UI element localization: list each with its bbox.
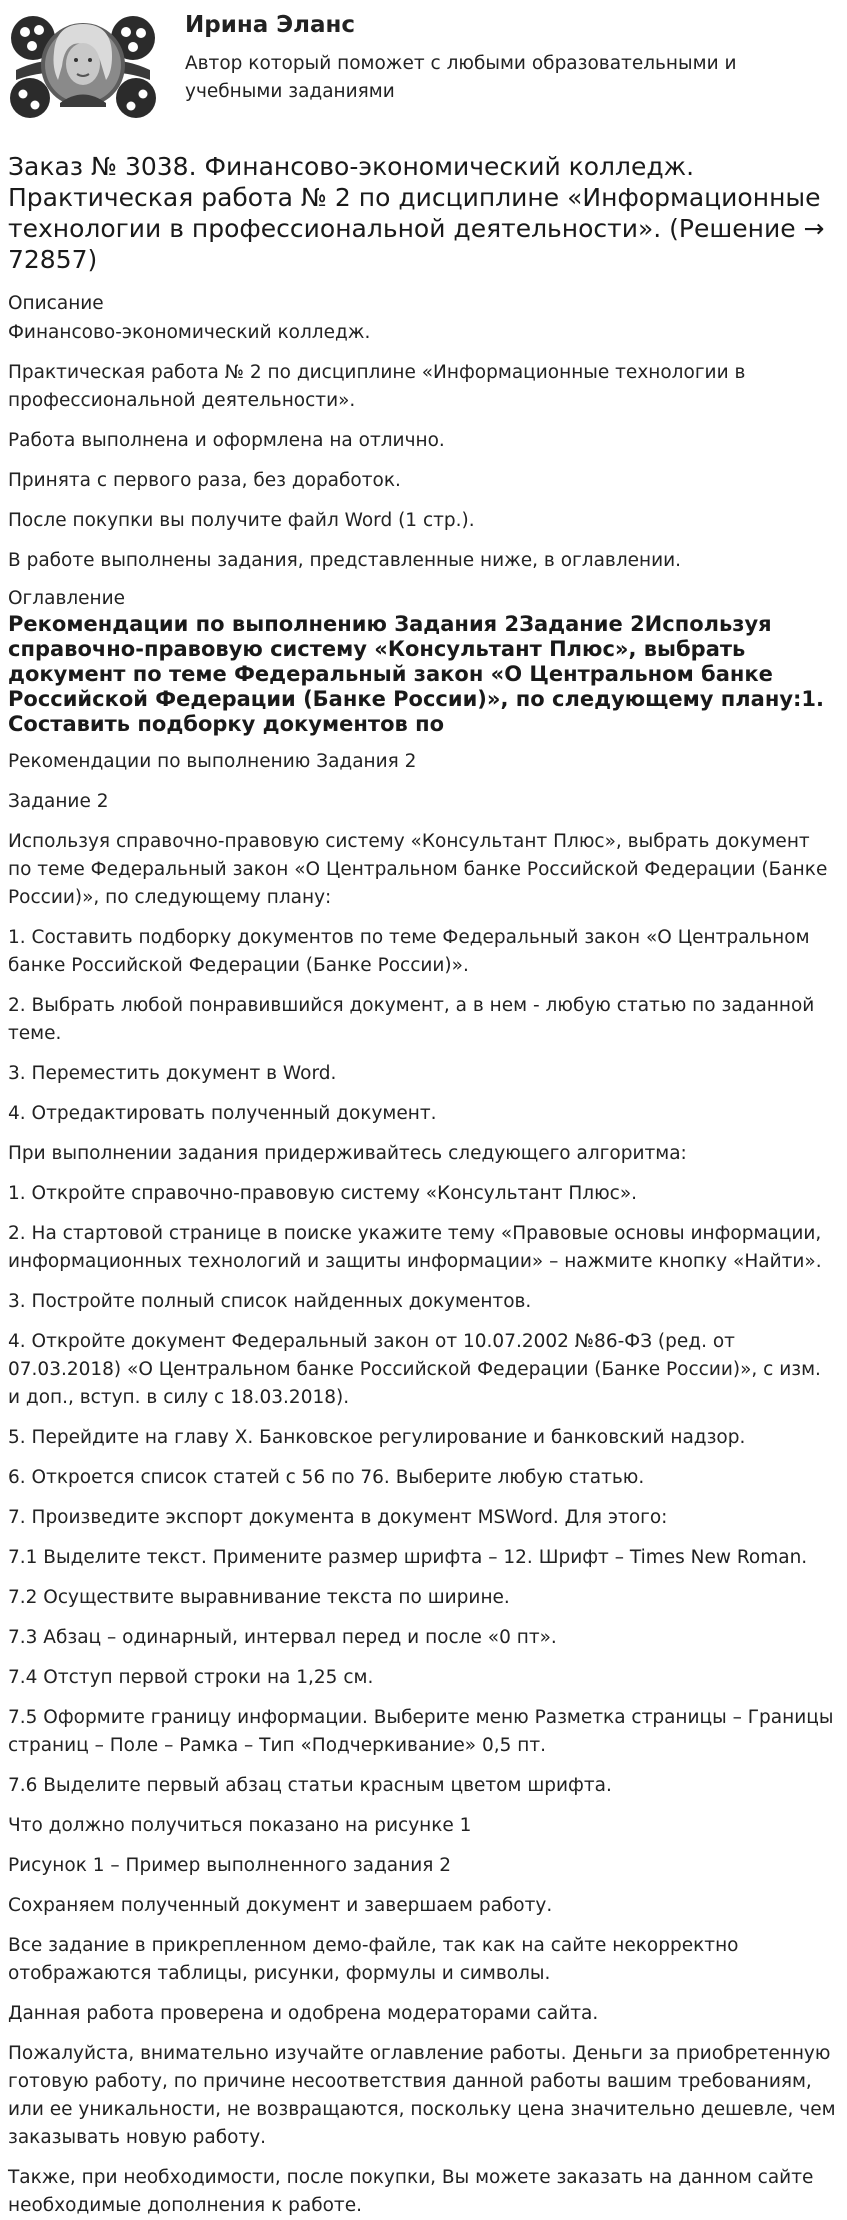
content-paragraph: Пожалуйста, внимательно изучайте оглавление работы. Деньги за приобретенную готовую работу, по причине несоответствия данной работы вашим требованиям, или ее уникальности, не возвращаются, поскольку цена значительно дешевле, чем заказывать новую работу. [8,2043,836,2148]
content-paragraph: Все задание в прикрепленном демо-файле, так как на сайте некорректно отображаются таблицы, рисунки, формулы и символы. [8,1935,739,1984]
description-item: Работа выполнена и оформлена на отлично. [8,430,445,451]
content-paragraph: 1. Составить подборку документов по теме Федеральный закон «О Центральном банке Российской Федерации (Банке России)». [8,927,810,976]
content-paragraph: 7.2 Осуществите выравнивание текста по ширине. [8,1587,510,1608]
description-item: Принята с первого раза, без доработок. [8,470,401,491]
description-item: Практическая работа № 2 по дисциплине «Информационные технологии в профессиональной деятельности». [8,362,746,411]
content-paragraph: 3. Переместить документ в Word. [8,1063,337,1084]
content-paragraph: 7.5 Оформите границу информации. Выберите меню Разметка страницы – Границы страниц – Поле – Рамка – Тип «Подчеркивание» 0,5 пт. [8,1707,834,1756]
order-title: Заказ № 3038. Финансово-экономический колледж. Практическая работа № 2 по дисциплине «Информационные технологии в профессиональной деятельности». (Решение → 72857) [8,152,825,274]
content-paragraph: Задание 2 [8,791,109,812]
content-paragraph: 2. Выбрать любой понравившийся документ, а в нем - любую статью по заданной теме. [8,995,815,1044]
content-paragraph: 7. Произведите экспорт документа в документ MSWord. Для этого: [8,1507,668,1528]
author-description: Автор который поможет с любыми образовательными и учебными заданиями [185,53,737,102]
content-paragraph: 1. Откройте справочно-правовую систему «Консультант Плюс». [8,1183,638,1204]
author-avatar[interactable] [8,0,158,130]
content-paragraph: Используя справочно-правовую систему «Консультант Плюс», выбрать документ по теме Федеральный закон «О Центральном банке Российской Федерации (Банке России)», по следующему плану: [8,831,828,908]
content-paragraph: Данная работа проверена и одобрена модераторами сайта. [8,2003,599,2024]
content-paragraph: 3. Постройте полный список найденных документов. [8,1291,532,1312]
description-item: Финансово-экономический колледж. [8,322,371,343]
description-label: Описание [8,293,104,314]
author-name[interactable]: Ирина Эланс [185,12,356,38]
description-list [8,319,837,575]
content-paragraph: 4. Откройте документ Федеральный закон от 10.07.2002 №86-ФЗ (ред. от 07.03.2018) «О Центральном банке Российской Федерации (Банке России)», с изм. и доп., вступ. в силу с 18.03.2018). [8,1331,821,1408]
description-item: После покупки вы получите файл Word (1 стр.). [8,510,475,531]
content-paragraph: При выполнении задания придерживайтесь следующего алгоритма: [8,1143,687,1164]
content-paragraph: Рекомендации по выполнению Задания 2 [8,751,417,772]
content-body [8,748,837,2220]
toc-heading: Рекомендации по выполнению Задания 2Задание 2Используя справочно-правовую систему «Консультант Плюс», выбрать документ по теме Федеральный закон «О Центральном банке Российской Федерации (Банке России)», по следующему плану:1. Составить подборку документов по [8,612,825,736]
toc-label: Оглавление [8,588,126,609]
content-paragraph: 7.6 Выделите первый абзац статьи красным цветом шрифта. [8,1775,612,1796]
content-paragraph: 6. Откроется список статей с 56 по 76. Выберите любую статью. [8,1467,645,1488]
content-paragraph: Сохраняем полученный документ и завершаем работу. [8,1895,553,1916]
content-paragraph: Рисунок 1 – Пример выполненного задания 2 [8,1855,452,1876]
content-paragraph: Также, при необходимости, после покупки, Вы можете заказать на данном сайте необходимые дополнения к работе. [8,2167,814,2216]
content-paragraph: 2. На стартовой странице в поиске укажите тему «Правовые основы информации, информационных технологий и защиты информации» – нажмите кнопку «Найти». [8,1223,822,1272]
content-paragraph: 7.1 Выделите текст. Примените размер шрифта – 12. Шрифт – Times New Roman. [8,1547,808,1568]
description-item: В работе выполнены задания, представленные ниже, в оглавлении. [8,550,682,571]
content-paragraph: 4. Отредактировать полученный документ. [8,1103,437,1124]
author-card [8,0,837,135]
content-paragraph: 7.3 Абзац – одинарный, интервал перед и после «0 пт». [8,1627,557,1648]
content-paragraph: 7.4 Отступ первой строки на 1,25 см. [8,1667,374,1688]
content-paragraph: Что должно получиться показано на рисунке 1 [8,1815,472,1836]
content-paragraph: 5. Перейдите на главу X. Банковское регулирование и банковский надзор. [8,1427,746,1448]
